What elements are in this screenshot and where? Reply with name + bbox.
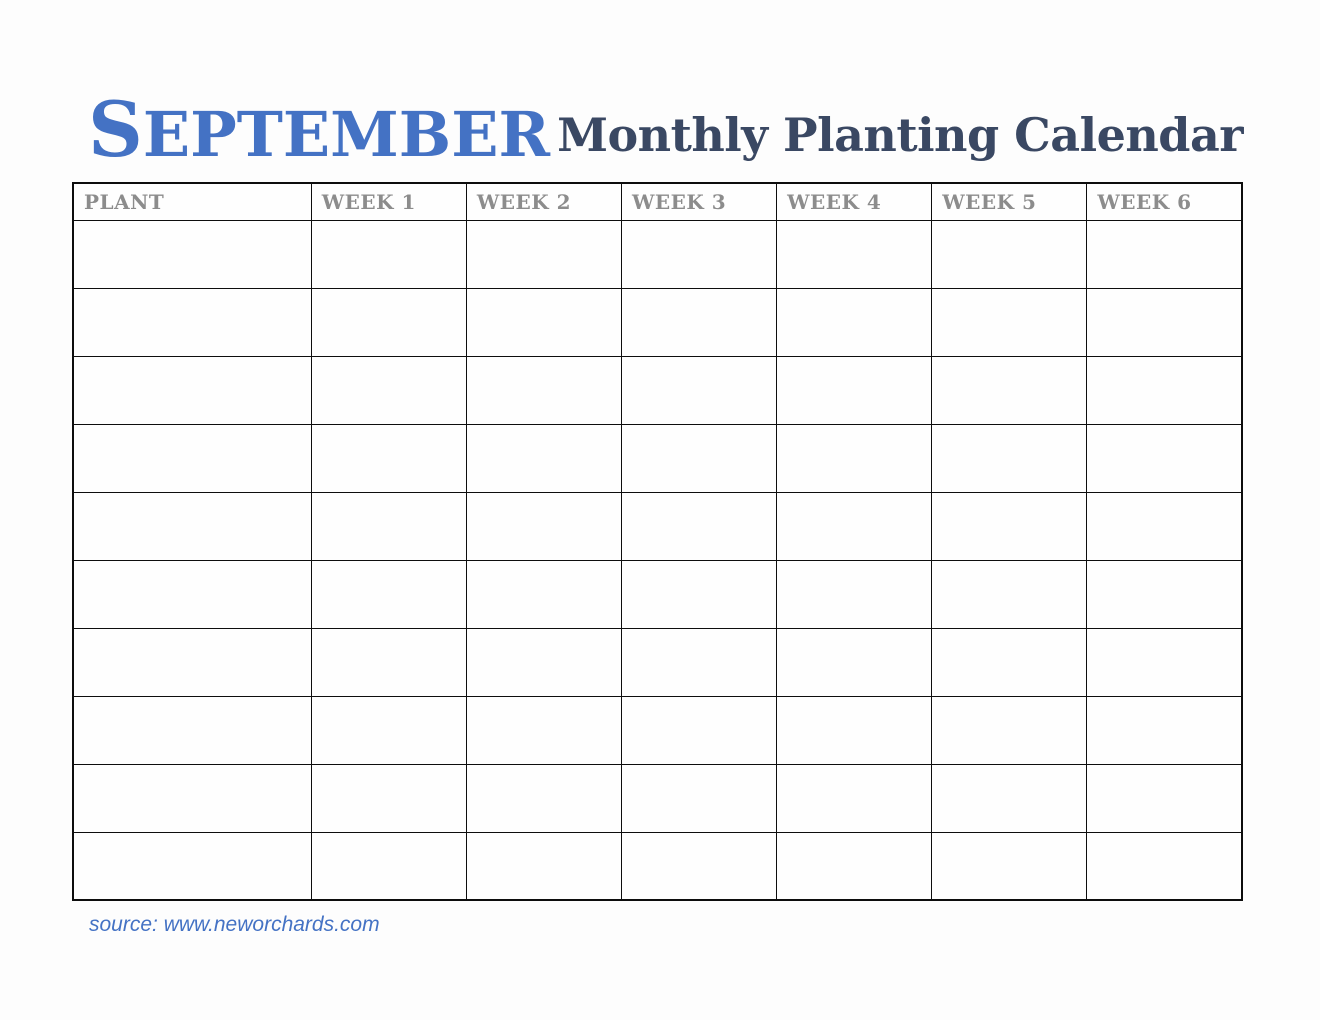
column-header-week-5: WEEK 5: [932, 183, 1087, 220]
table-cell-empty: [777, 696, 932, 764]
table-cell-empty: [73, 356, 311, 424]
table-cell-empty: [311, 764, 466, 832]
table-cell-empty: [932, 560, 1087, 628]
table-cell-empty: [1087, 356, 1242, 424]
table-cell-empty: [621, 492, 776, 560]
table-cell-empty: [73, 832, 311, 900]
table-cell-empty: [777, 424, 932, 492]
table-cell-empty: [73, 220, 311, 288]
table-cell-empty: [777, 764, 932, 832]
table-cell-empty: [466, 492, 621, 560]
table-cell-empty: [73, 764, 311, 832]
table-cell-empty: [777, 492, 932, 560]
month-title-initial: S: [88, 85, 143, 174]
table-row: [73, 764, 1242, 832]
table-cell-empty: [932, 288, 1087, 356]
table-cell-empty: [466, 356, 621, 424]
table-cell-empty: [311, 424, 466, 492]
table-cell-empty: [466, 628, 621, 696]
table-cell-empty: [621, 764, 776, 832]
table-cell-empty: [932, 696, 1087, 764]
table-cell-empty: [73, 696, 311, 764]
table-cell-empty: [1087, 288, 1242, 356]
column-header-week-2: WEEK 2: [466, 183, 621, 220]
table-cell-empty: [777, 628, 932, 696]
table-cell-empty: [1087, 696, 1242, 764]
table-header-row: [73, 183, 1242, 220]
table-cell-empty: [932, 356, 1087, 424]
table-row: [73, 560, 1242, 628]
column-header-plant: PLANT: [73, 183, 311, 220]
column-header-week-1: WEEK 1: [311, 183, 466, 220]
table-cell-empty: [466, 288, 621, 356]
table-cell-empty: [777, 288, 932, 356]
table-row: [73, 832, 1242, 900]
table-row: [73, 288, 1242, 356]
table-row: [73, 628, 1242, 696]
table-row: [73, 492, 1242, 560]
table-cell-empty: [777, 220, 932, 288]
table-cell-empty: [932, 220, 1087, 288]
table-cell-empty: [311, 560, 466, 628]
table-cell-empty: [1087, 492, 1242, 560]
page-subtitle: Monthly Planting Calendar: [557, 108, 1243, 162]
table-cell-empty: [73, 424, 311, 492]
table-cell-empty: [311, 628, 466, 696]
table-cell-empty: [311, 696, 466, 764]
table-cell-empty: [777, 356, 932, 424]
table-cell-empty: [1087, 628, 1242, 696]
table-cell-empty: [73, 560, 311, 628]
table-cell-empty: [73, 628, 311, 696]
table-cell-empty: [932, 764, 1087, 832]
table-cell-empty: [1087, 764, 1242, 832]
table-cell-empty: [621, 288, 776, 356]
table-cell-empty: [466, 560, 621, 628]
table-cell-empty: [932, 424, 1087, 492]
table-cell-empty: [621, 832, 776, 900]
table-cell-empty: [932, 492, 1087, 560]
table-cell-empty: [311, 492, 466, 560]
column-header-week-6: WEEK 6: [1087, 183, 1242, 220]
table-cell-empty: [777, 560, 932, 628]
column-header-week-3: WEEK 3: [621, 183, 776, 220]
table-cell-empty: [466, 220, 621, 288]
table-cell-empty: [311, 220, 466, 288]
planting-table: [72, 182, 1243, 901]
table-row: [73, 220, 1242, 288]
source-caption: source: www.neworchards.com: [89, 913, 380, 936]
table-cell-empty: [932, 832, 1087, 900]
table-body: [73, 220, 1242, 900]
table-cell-empty: [466, 832, 621, 900]
table-cell-empty: [1087, 424, 1242, 492]
month-title: [88, 85, 550, 174]
table-cell-empty: [466, 764, 621, 832]
table-cell-empty: [1087, 220, 1242, 288]
table-cell-empty: [621, 696, 776, 764]
table-cell-empty: [466, 696, 621, 764]
table-row: [73, 424, 1242, 492]
table-cell-empty: [621, 560, 776, 628]
table-cell-empty: [932, 628, 1087, 696]
table-row: [73, 696, 1242, 764]
month-title-rest: EPTEMBER: [142, 98, 550, 171]
table-cell-empty: [777, 832, 932, 900]
table-cell-empty: [73, 288, 311, 356]
table-cell-empty: [621, 220, 776, 288]
table-cell-empty: [73, 492, 311, 560]
table-cell-empty: [466, 424, 621, 492]
table-cell-empty: [311, 356, 466, 424]
table-cell-empty: [621, 628, 776, 696]
table-cell-empty: [311, 288, 466, 356]
table-cell-empty: [1087, 560, 1242, 628]
table-cell-empty: [1087, 832, 1242, 900]
table-cell-empty: [621, 356, 776, 424]
table-cell-empty: [311, 832, 466, 900]
table-cell-empty: [621, 424, 776, 492]
column-header-week-4: WEEK 4: [777, 183, 932, 220]
table-row: [73, 356, 1242, 424]
